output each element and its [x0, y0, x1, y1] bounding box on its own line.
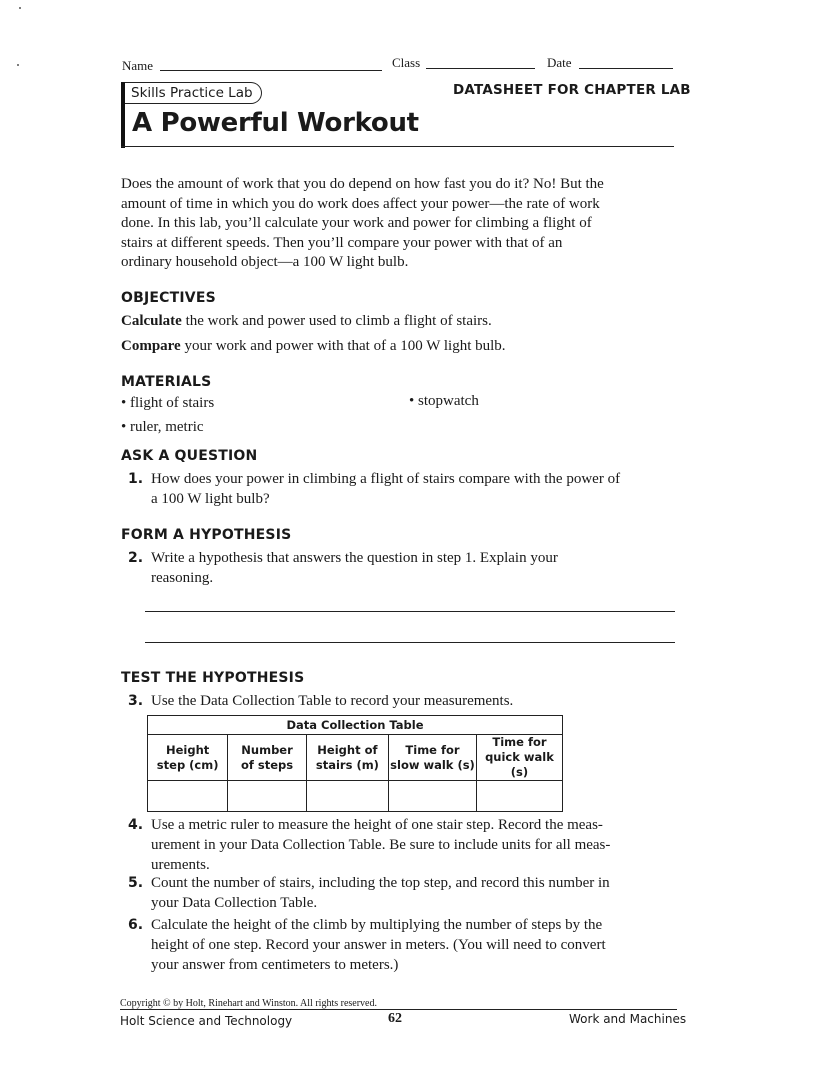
- step-text: [128, 915, 688, 975]
- header-line: slow walk (s): [390, 757, 475, 772]
- name-label: Name: [122, 58, 154, 73]
- objective-text: your work and power with that of a 100 W light bulb.: [180, 338, 506, 354]
- date-field[interactable]: [579, 54, 673, 69]
- step-3: [128, 691, 688, 711]
- page-title: A Powerful Workout: [132, 108, 419, 138]
- header-line: Time for: [405, 742, 460, 757]
- header-line: Number: [241, 742, 293, 757]
- step-line: Count the number of stairs, including the top step, and record this number in: [151, 875, 610, 891]
- header-line: step (cm): [156, 757, 219, 772]
- step-5: [128, 873, 688, 913]
- objective-item: [121, 312, 492, 332]
- objectives-heading: OBJECTIVES: [121, 290, 216, 306]
- step-line: Use a metric ruler to measure the height of one stair step. Record the meas-: [151, 817, 603, 833]
- class-label: Class: [392, 55, 421, 70]
- data-collection-table: [147, 715, 563, 812]
- table-cell[interactable]: [389, 781, 477, 812]
- step-line: urement in your Data Collection Table. Be sure to include units for all meas-: [151, 837, 611, 853]
- step-4: [128, 815, 688, 875]
- hypothesis-answer-line[interactable]: [145, 642, 675, 643]
- intro-line: Does the amount of work that you do depend on how fast you do it? No! But the: [121, 176, 604, 192]
- header-line: stairs (m): [315, 757, 379, 772]
- objective-item: [121, 337, 506, 357]
- class-field[interactable]: [426, 54, 535, 69]
- step-number: 4.: [128, 817, 144, 833]
- intro-line: done. In this lab, you’ll calculate your work and power for climbing a flight of: [121, 215, 592, 231]
- objective-verb: Compare: [121, 338, 181, 354]
- table-cell[interactable]: [228, 781, 306, 812]
- step-number: 5.: [128, 875, 144, 891]
- objective-text: the work and power used to climb a flight of stairs.: [181, 313, 492, 329]
- material-item: • ruler, metric: [121, 419, 204, 435]
- intro-line: amount of time in which you do work does affect your power—the rate of work: [121, 195, 600, 212]
- table-cell[interactable]: [148, 781, 228, 812]
- publisher-name: Holt Science and Technology: [120, 1014, 293, 1028]
- material-item: • flight of stairs: [121, 395, 215, 411]
- page-number: 62: [388, 1011, 402, 1026]
- hypothesis-heading: FORM A HYPOTHESIS: [121, 527, 292, 543]
- step-line: your answer from centimeters to meters.): [151, 957, 399, 973]
- lab-type-badge: Skills Practice Lab: [125, 82, 262, 104]
- footer-rule: [120, 1009, 677, 1010]
- table-header: [306, 735, 388, 781]
- ask-question-heading: ASK A QUESTION: [121, 448, 258, 464]
- step-line: urements.: [151, 857, 210, 873]
- step-line: your Data Collection Table.: [151, 895, 318, 911]
- step-text: [128, 815, 688, 875]
- header-line: of steps: [240, 757, 294, 772]
- table-header: [148, 735, 228, 781]
- intro-line: ordinary household object—a 100 W light bulb.: [121, 254, 409, 270]
- step-line: height of one step. Record your answer in meters. (You will need to convert: [151, 937, 606, 953]
- table-cell[interactable]: [306, 781, 388, 812]
- objective-verb: Calculate: [121, 313, 182, 329]
- table-header: [476, 735, 562, 781]
- step-number: 1.: [128, 471, 144, 487]
- material-label: stopwatch: [418, 393, 479, 409]
- step-number: 6.: [128, 917, 144, 933]
- header-line: Height: [166, 742, 210, 757]
- step-1: [128, 469, 688, 509]
- material-label: flight of stairs: [130, 395, 215, 411]
- table-cell[interactable]: [476, 781, 562, 812]
- table-header: [389, 735, 477, 781]
- step-line: reasoning.: [151, 570, 214, 586]
- header-line: quick walk (s): [485, 750, 554, 779]
- scan-speck: [19, 7, 21, 9]
- step-line: How does your power in climbing a flight of stairs compare with the power of: [151, 471, 621, 487]
- name-field[interactable]: [160, 56, 382, 71]
- step-line: Calculate the height of the climb by multiplying the number of steps by the: [151, 917, 603, 933]
- step-number: 2.: [128, 550, 144, 566]
- intro-line: stairs at different speeds. Then you’ll compare your power with that of an: [121, 234, 563, 251]
- intro-paragraph: [121, 175, 681, 273]
- step-text: [128, 469, 688, 509]
- step-line: a 100 W light bulb?: [151, 491, 270, 507]
- hypothesis-answer-line[interactable]: [145, 611, 675, 612]
- title-rule: [121, 146, 674, 147]
- step-2: [128, 548, 688, 588]
- step-number: 3.: [128, 693, 144, 709]
- step-text: [128, 548, 688, 588]
- materials-heading: MATERIALS: [121, 374, 212, 390]
- table-header: [228, 735, 306, 781]
- chapter-name: Work and Machines: [569, 1012, 687, 1026]
- step-line: Write a hypothesis that answers the question in step 1. Explain your: [151, 550, 558, 566]
- table-title: Data Collection Table: [148, 716, 563, 735]
- scan-speck: [17, 64, 19, 66]
- step-text: [128, 873, 688, 913]
- material-label: ruler, metric: [130, 419, 204, 435]
- header-line: Time for: [492, 735, 547, 749]
- date-label: Date: [547, 55, 572, 70]
- header-line: Height of: [317, 742, 378, 757]
- step-6: [128, 915, 688, 975]
- step-text: Use the Data Collection Table to record your measurements.: [151, 693, 514, 709]
- test-hypothesis-heading: TEST THE HYPOTHESIS: [121, 670, 305, 686]
- chapter-tag: DATASHEET FOR CHAPTER LAB: [453, 82, 691, 98]
- material-item: • stopwatch: [409, 393, 479, 409]
- table-row: [148, 781, 563, 812]
- copyright-notice: Copyright © by Holt, Rinehart and Winston. All rights reserved.: [120, 998, 377, 1009]
